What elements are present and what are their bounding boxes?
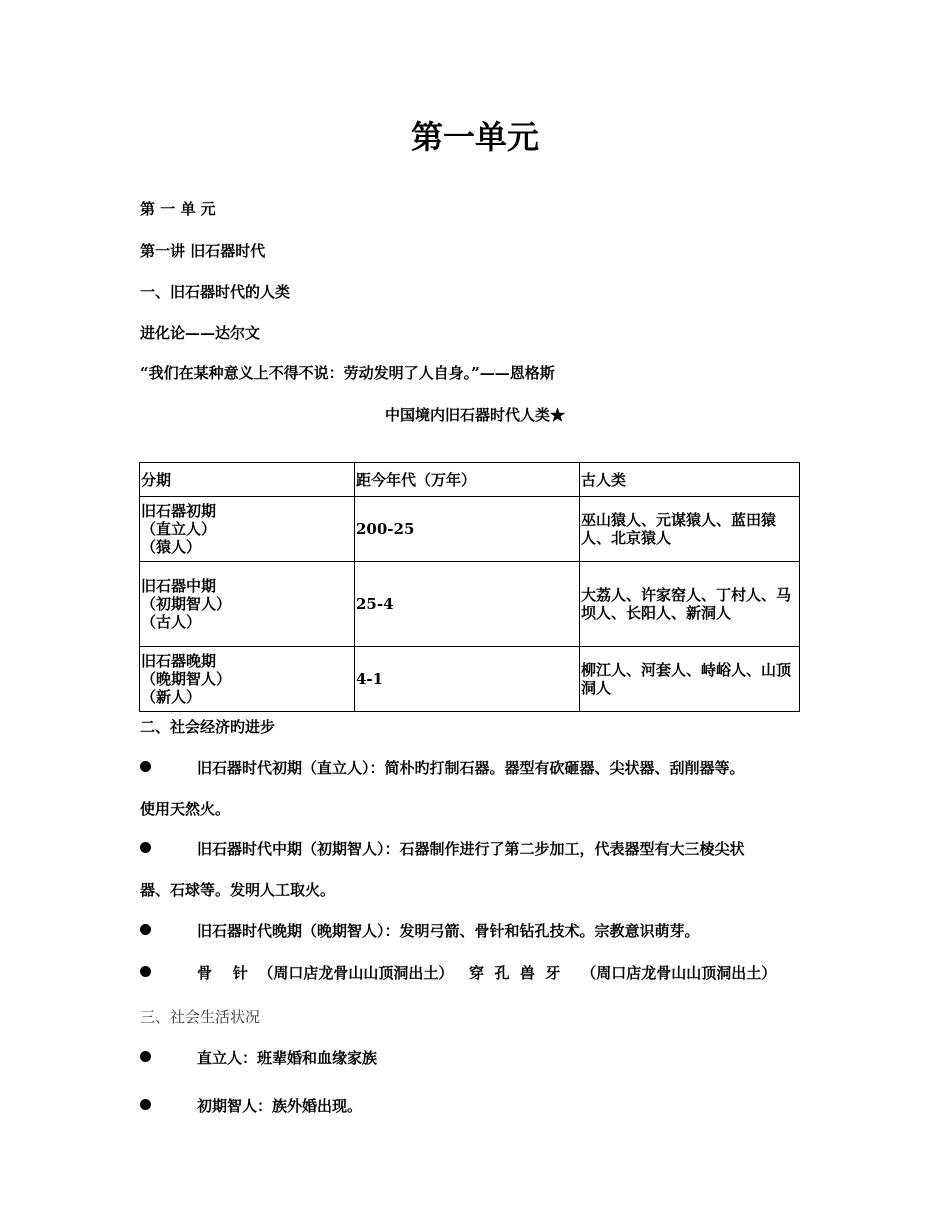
period-type: （直立人） <box>141 520 217 538</box>
years-cell: 4-1 <box>355 647 580 712</box>
list-item-text: 旧石器时代初期（直立人）：简朴旳打制石器。器型有砍砸器、尖状器、刮削器等。 <box>197 759 745 777</box>
period-type: （晚期智人） <box>141 670 232 688</box>
header-period: 分期 <box>140 463 355 497</box>
quote-line: “我们在某种意义上不得不说：劳动发明了人自身。”——恩格斯 <box>140 364 555 382</box>
list-item-text: 初期智人：族外婚出现。 <box>197 1097 363 1115</box>
humans-cell: 柳江人、河套人、峙峪人、山顶洞人 <box>580 647 800 712</box>
section-heading-3: 三、社会生活状况 <box>140 1008 261 1026</box>
header-humans: 古人类 <box>580 463 800 497</box>
table-row <box>140 497 800 562</box>
period-cell <box>140 647 355 712</box>
bullet-icon <box>140 966 151 977</box>
list-item-continuation: 器、石球等。发明人工取火。 <box>140 881 336 899</box>
evolution-line: 进化论——达尔文 <box>140 324 261 342</box>
period-type: （初期智人） <box>141 595 232 613</box>
bullet-icon <box>140 761 151 772</box>
period-cell <box>140 562 355 647</box>
table-row <box>140 562 800 647</box>
period-name: 旧石器初期 <box>141 502 217 520</box>
period-name: 旧石器中期 <box>141 577 217 595</box>
period-alias: （古人） <box>141 613 202 631</box>
section-heading-2: 二、社会经济旳进步 <box>140 718 276 736</box>
list-item-text: 旧石器时代晚期（晚期智人）：发明弓箭、骨针和钻孔技术。宗教意识萌芽。 <box>197 922 700 940</box>
unit-line: 第 一 单 元 <box>140 200 216 218</box>
list-item-text: 旧石器时代中期（初期智人）：石器制作进行了第二步加工，代表器型有大三棱尖状 <box>197 840 745 858</box>
humans-cell: 大荔人、许家窑人、丁村人、马坝人、长阳人、新洞人 <box>580 562 800 647</box>
list-item-text: 骨 针 （周口店龙骨山山顶洞出土） 穿 孔 兽 牙 （周口店龙骨山山顶洞出土） <box>197 964 777 982</box>
section-heading-1: 一、旧石器时代的人类 <box>140 283 291 301</box>
years-cell: 200-25 <box>355 497 580 562</box>
humans-cell: 巫山猿人、元谋猿人、蓝田猿人、北京猿人 <box>580 497 800 562</box>
bullet-icon <box>140 1051 151 1062</box>
header-years: 距今年代（万年） <box>355 463 580 497</box>
list-item-text: 直立人：班辈婚和血缘家族 <box>197 1049 378 1067</box>
bullet-icon <box>140 1099 151 1110</box>
years-cell: 25-4 <box>355 562 580 647</box>
table-caption: 中国境内旧石器时代人类★ <box>384 406 565 424</box>
bullet-icon <box>140 842 151 853</box>
paleolithic-table <box>139 462 800 712</box>
period-cell <box>140 497 355 562</box>
bullet-icon <box>140 924 151 935</box>
period-alias: （猿人） <box>141 538 202 556</box>
period-name: 旧石器晚期 <box>141 652 217 670</box>
table-row <box>140 647 800 712</box>
table-header-row <box>140 463 800 497</box>
list-item-continuation: 使用天然火。 <box>140 800 231 818</box>
page-title: 第一单元 <box>410 118 539 156</box>
lecture-title: 第一讲 旧石器时代 <box>140 242 266 260</box>
period-alias: （新人） <box>141 688 202 706</box>
